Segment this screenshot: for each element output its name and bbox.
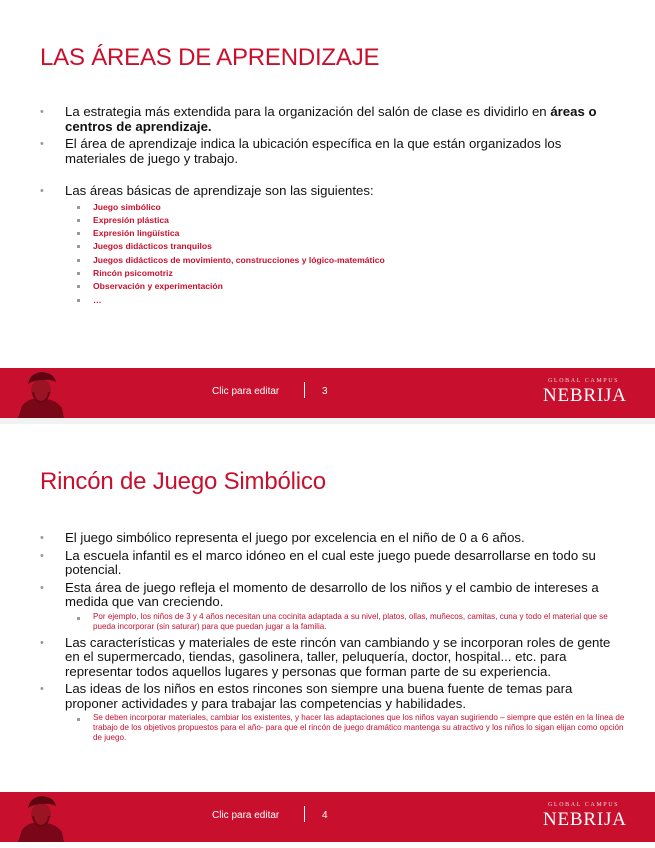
note-list	[65, 713, 625, 743]
logo-subtitle: GLOBAL CAMPUS	[548, 802, 620, 808]
footer-edit-label[interactable]: Clic para editar	[212, 386, 280, 397]
slide-4	[0, 424, 655, 848]
note-item: Por ejemplo, los niños de 3 y 4 años necesitan una cocinita adaptada a su nivel, platos, ollas, muñecos, camitas, cuna y todo el material que se pueda incorporar (sin saturar) para que puedan jugar a la familia.	[65, 612, 625, 632]
bullet-item: • Las características y materiales de este rincón van cambiando y se incorporan roles de gente en el supermercado, tiendas, gasolinera, taller, peluquería, doctor, hospital... etc. para representar todos aquellos lugares y personas que forman parte de su experiencia.	[40, 636, 625, 680]
area-item: Expresión lingüística	[65, 227, 625, 240]
bullet-list	[40, 531, 625, 743]
nebrija-logo: NEBRIJA	[543, 385, 627, 406]
bullet-item	[40, 581, 625, 632]
area-item: Expresión plástica	[65, 214, 625, 227]
note-list	[65, 612, 625, 632]
footer-edit-label[interactable]: Clic para editar	[212, 810, 280, 821]
bullet-bold-text: áreas o centros de aprendizaje	[65, 104, 597, 134]
bullet-list	[40, 105, 625, 307]
bullet-item	[40, 184, 625, 307]
slide-title: LAS ÁREAS DE APRENDIZAJE	[40, 44, 380, 71]
nebrija-logo: NEBRIJA	[543, 809, 627, 830]
portrait-icon	[16, 792, 66, 842]
bullet-period: .	[207, 118, 212, 134]
bullet-text: Las ideas de los niños en estos rincones son siempre una buena fuente de temas para proponer actividades y para trabajar las competencias y habilidades.	[65, 681, 573, 711]
portrait-icon	[16, 368, 66, 418]
slide-footer	[0, 368, 655, 418]
area-item: Rincón psicomotriz	[65, 267, 625, 280]
area-item: Juego simbólico	[65, 201, 625, 214]
bullet-item	[40, 105, 625, 134]
area-item: …	[65, 294, 625, 307]
bullet-text: Las áreas básicas de aprendizaje son las siguientes:	[65, 183, 374, 198]
slide-3	[0, 0, 655, 418]
page-number: 4	[322, 810, 328, 821]
page-number: 3	[322, 386, 328, 397]
areas-list	[65, 201, 625, 307]
slide-title: Rincón de Juego Simbólico	[40, 468, 326, 495]
footer-divider	[304, 382, 305, 398]
area-item: Juegos didácticos de movimiento, construcciones y lógico-matemático	[65, 254, 625, 267]
logo-subtitle: GLOBAL CAMPUS	[548, 378, 620, 384]
bullet-text: La estrategia más extendida para la organización del salón de clase es dividirlo en	[65, 104, 547, 119]
slide-footer	[0, 792, 655, 842]
note-item: Se deben incorporar materiales, cambiar los existentes, y hacer las adaptaciones que los niños vayan sugiriendo – siempre que estén en la línea de trabajo de los objetivos propuestos para el año- para que el rincón de juego dramático mantenga su atractivo y los niños lo sigan elijan como opción de juego.	[65, 713, 625, 743]
bullet-item: • El juego simbólico representa el juego por excelencia en el niño de 0 a 6 años.	[40, 531, 625, 546]
area-item: Observación y experimentación	[65, 280, 625, 293]
bullet-item: • La escuela infantil es el marco idóneo en el cual este juego puede desarrollarse en todo su potencial.	[40, 549, 625, 578]
bullet-item: • El área de aprendizaje indica la ubicación específica en la que están organizados los materiales de juego y trabajo.	[40, 137, 625, 166]
area-item: Juegos didácticos tranquilos	[65, 240, 625, 253]
footer-divider	[304, 806, 305, 822]
bullet-text: Esta área de juego refleja el momento de desarrollo de los niños y el cambio de intereses a medida que van creciendo.	[65, 579, 599, 609]
bullet-item	[40, 682, 625, 743]
